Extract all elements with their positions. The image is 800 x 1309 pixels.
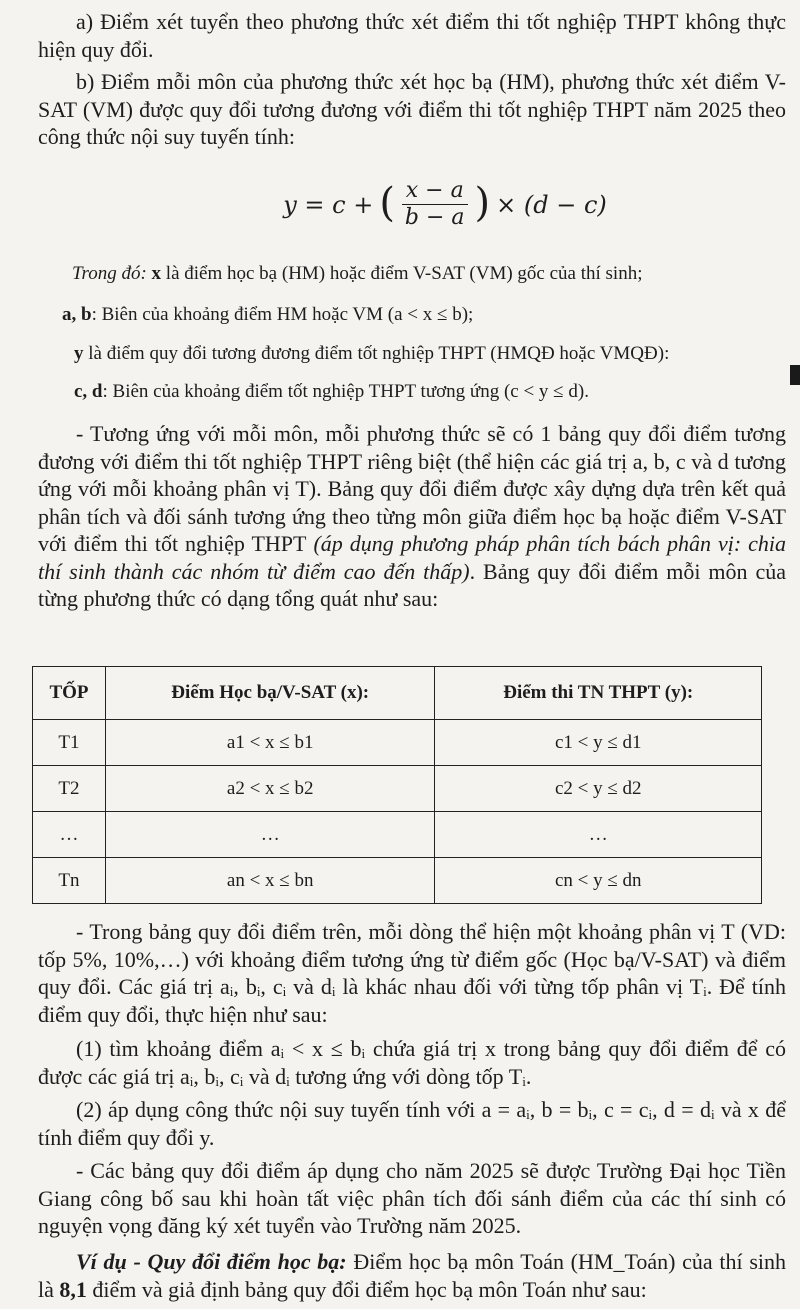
table-intro-text: - Tương ứng với mỗi môn, mỗi phương thức sẽ có 1 bảng quy đổi điểm tương đương với điểm thi tốt nghiệp THPT riêng biệt (thể hiện các giá trị a, b, c và d tương ứng với mỗi khoảng phân vị T). Bảng quy đổi điểm được xây dựng dựa trên kết quả phân tích và đối sánh tương ứng theo từng môn giữa điểm học bạ hoặc điểm V-SAT với điểm thi tốt nghiệp THPT [38,421,786,556]
example-label: Ví dụ - Quy đổi điểm học bạ: [76,1249,347,1274]
cell-y-range: c2 < y ≤ d2 [435,766,762,812]
cell-y-range: cn < y ≤ dn [435,858,762,904]
example-value: 8,1 [59,1276,87,1302]
definition-ab-var: a, b [62,304,92,325]
paragraph-b: b) Điểm mỗi môn của phương thức xét học bạ (HM), phương thức xét điểm V-SAT (VM) được quy đổi tương đương với điểm thi tốt nghiệp THPT năm 2025 theo công thức nội suy tuyến tính: [38,69,786,149]
definition-ab [62,303,473,327]
definition-ab-text: : Biên của khoảng điểm HM hoặc VM (a < x ≤ b); [91,304,474,325]
formula-denominator: b − a [404,205,465,230]
table-row [33,812,762,858]
paragraph-after-table: - Trong bảng quy đổi điểm trên, mỗi dòng thể hiện một khoảng phân vị T (VD: tốp 5%, 10%,…) với khoảng điểm tương ứng từ điểm gốc (Học bạ/V-SAT) và điểm quy đổi. Các giá trị aᵢ, bᵢ, cᵢ và dᵢ là khác nhau đối với từng tốp phân vị Tᵢ. Để tính điểm quy đổi, thực hiện như sau: [38,919,786,1027]
cell-x-range: a1 < x ≤ b1 [105,720,435,766]
formula-numerator: x − a [402,178,468,205]
cell-y-range: … [435,812,762,858]
scan-edge-mark [790,365,800,385]
conversion-table [32,666,762,904]
step-2: (2) áp dụng công thức nội suy tuyến tính với a = aᵢ, b = bᵢ, c = cᵢ, d = dᵢ và x để tính điểm quy đổi y. [38,1097,786,1150]
cell-top: T2 [33,766,106,812]
paragraph-table-intro [38,420,786,613]
table-row [33,766,762,812]
table-header-row [33,667,762,720]
definition-cd-var: c, d [74,381,103,402]
formula-rhs: × (d − c) [496,190,607,219]
paragraph-a: a) Điểm xét tuyển theo phương thức xét điểm thi tốt nghiệp THPT không thực hiện quy đổi. [38,9,786,62]
formula-open-paren: ( [379,179,395,226]
formula-fraction [401,178,469,231]
definition-cd-text: : Biên của khoảng điểm tốt nghiệp THPT tương ứng (c < y ≤ d). [102,381,589,402]
paragraph-example [38,1248,786,1303]
cell-top: … [33,812,106,858]
example-text: Điểm học bạ môn Toán (HM_Toán) của thí sinh là [38,1249,787,1302]
interpolation-formula [0,178,800,240]
table-row [33,720,762,766]
definition-cd [74,380,589,404]
example-end: điểm và giả định bảng quy đổi điểm học bạ môn Toán như sau: [86,1276,647,1302]
table-row [33,858,762,904]
header-score-y: Điểm thi TN THPT (y): [435,667,762,720]
definition-y-var: y [74,343,84,364]
formula-lhs: y = c + [283,190,374,219]
definition-x [72,262,642,286]
header-score-x: Điểm Học bạ/V-SAT (x): [105,667,435,720]
definition-x-label: Trong đó: [72,263,147,284]
definition-y [74,342,669,366]
definition-y-text: là điểm quy đổi tương đương điểm tốt nghiệp THPT (HMQĐ hoặc VMQĐ): [83,343,670,364]
definition-x-text: là điểm học bạ (HM) hoặc điểm V-SAT (VM) gốc của thí sinh; [161,263,643,284]
table-intro-end: . Bảng quy đổi điểm mỗi môn của từng phương thức có dạng tổng quát như sau: [38,558,786,611]
paragraph-publish: - Các bảng quy đổi điểm áp dụng cho năm 2025 sẽ được Trường Đại học Tiền Giang công bố sau khi hoàn tất việc phân tích đối sánh điểm của các thí sinh có nguyện vọng đăng ký xét tuyển vào Trường năm 2025. [38,1158,786,1238]
formula-close-paren: ) [474,179,491,226]
step-1: (1) tìm khoảng điểm aᵢ < x ≤ bᵢ chứa giá trị x trong bảng quy đổi điểm để có được các giá trị aᵢ, bᵢ, cᵢ và dᵢ tương ứng với dòng tốp Tᵢ. [38,1036,786,1089]
cell-x-range: … [105,812,435,858]
cell-x-range: an < x ≤ bn [105,858,435,904]
table-intro-italic: (áp dụng phương pháp phân tích bách phân vị: chia thí sinh thành các nhóm từ điểm cao đến thấp) [38,531,786,584]
cell-x-range: a2 < x ≤ b2 [105,766,435,812]
cell-top: T1 [33,720,106,766]
header-top: TỐP [33,667,106,720]
definition-x-var: x [151,263,162,284]
cell-y-range: c1 < y ≤ d1 [435,720,762,766]
cell-top: Tn [33,858,106,904]
